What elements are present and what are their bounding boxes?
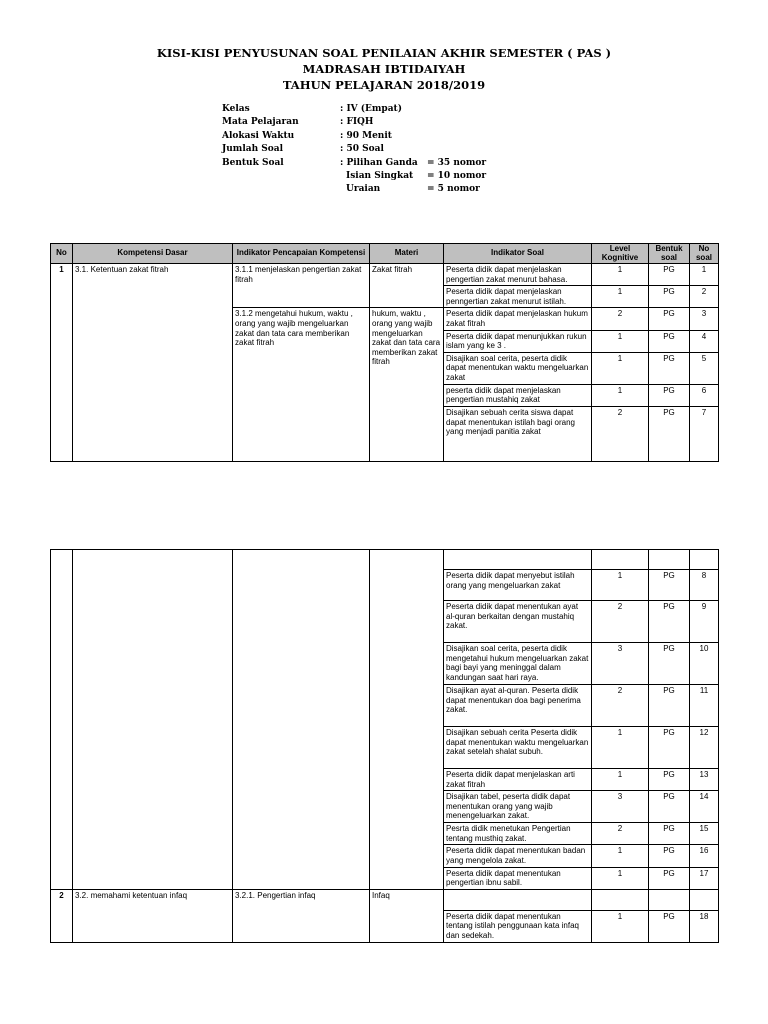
level-cell: 2 <box>592 823 649 845</box>
indikator-soal: Peserta didik dapat menentukan badan yang mengelola zakat. <box>444 845 592 867</box>
pg-count: = 35 nomor <box>427 157 487 168</box>
bentuk-cell: PG <box>649 910 690 942</box>
level-cell: 1 <box>592 867 649 889</box>
bentuk-cell: PG <box>649 601 690 643</box>
bentuk-cell: PG <box>649 286 690 308</box>
empty-materi <box>370 550 444 890</box>
indikator-soal: Peserta didik dapat menjelaskan penngertian zakat menurut istilah. <box>444 286 592 308</box>
uraian-count: = 5 nomor <box>427 184 480 195</box>
empty-cell <box>649 889 690 910</box>
bentuk-cell: PG <box>649 845 690 867</box>
level-cell: 2 <box>592 308 649 330</box>
jumlah-label: Jumlah Soal <box>222 144 284 155</box>
level-cell: 2 <box>592 406 649 461</box>
no-soal-cell: 13 <box>690 769 719 791</box>
indikator-soal: Disajikan soal cerita, peserta didik dapat menentukan waktu mengeluarkan zakat <box>444 352 592 384</box>
col-kompetensi-dasar: Kompetensi Dasar <box>73 244 233 264</box>
isian-label: Isian Singkat <box>346 170 414 181</box>
isian-count: = 10 nomor <box>427 170 487 181</box>
indikator-soal: Disajikan ayat al-quran. Peserta didik dapat menentukan doa bagi penerima zakat. <box>444 685 592 727</box>
no-soal-cell: 8 <box>690 570 719 601</box>
bentuk-cell: PG <box>649 330 690 352</box>
empty-no <box>51 550 73 890</box>
mapel-value: : FIQH <box>340 117 374 128</box>
empty-cell <box>592 550 649 570</box>
kelas-value: : IV (Empat) <box>340 104 402 114</box>
bentuk-cell: PG <box>649 867 690 889</box>
doc-title-line1: KISI-KISI PENYUSUNAN SOAL PENILAIAN AKHIR SEMESTER ( PAS ) <box>156 46 612 60</box>
uraian-label: Uraian <box>346 184 381 195</box>
level-cell: 1 <box>592 330 649 352</box>
bentuk-label: Bentuk Soal <box>222 157 284 168</box>
no-soal-cell: 17 <box>690 867 719 889</box>
col-indikator-pencapaian: Indikator Pencapaian Kompetensi <box>233 244 370 264</box>
level-cell: 1 <box>592 352 649 384</box>
table-row <box>51 889 719 910</box>
level-cell: 1 <box>592 727 649 769</box>
table-row <box>51 264 719 286</box>
col-indikator-soal: Indikator Soal <box>444 244 592 264</box>
kisi-table-page2 <box>50 549 719 943</box>
bentuk-cell: PG <box>649 264 690 286</box>
kisi-table-page1 <box>50 243 719 462</box>
level-cell: 1 <box>592 286 649 308</box>
indikator-soal: Disajikan soal cerita, peserta didik mengetahui hukum mengeluarkan zakat bagi bayi yang meninggal dalam kandungan saat hari raya. <box>444 643 592 685</box>
col-no-soal: No soal <box>690 244 719 264</box>
col-no: No <box>51 244 73 264</box>
ipk-text: 3.1.2 mengetahui hukum, waktu , orang yang wajib mengeluarkan zakat dan tata cara memberikan zakat fitrah <box>233 308 370 462</box>
indikator-soal: Peserta didik dapat menjelaskan pengertian zakat menurut bahasa. <box>444 264 592 286</box>
no-soal-cell: 9 <box>690 601 719 643</box>
no-soal-cell: 6 <box>690 384 719 406</box>
no-soal-cell: 16 <box>690 845 719 867</box>
level-cell: 3 <box>592 791 649 823</box>
empty-ipk <box>233 550 370 890</box>
col-materi: Materi <box>370 244 444 264</box>
no-soal-cell: 12 <box>690 727 719 769</box>
no-soal-cell: 7 <box>690 406 719 461</box>
indikator-soal: Pesrta didik menetukan Pengertian tentang musthiq zakat. <box>444 823 592 845</box>
level-cell: 3 <box>592 643 649 685</box>
kd-number: 1 <box>51 264 73 462</box>
indikator-soal: Disajikan sebuah cerita Peserta didik dapat menentukan waktu mengeluarkan zakat setelah shalat subuh. <box>444 727 592 769</box>
empty-kd <box>73 550 233 890</box>
no-soal-cell: 2 <box>690 286 719 308</box>
bentuk-cell: PG <box>649 308 690 330</box>
no-soal-cell: 4 <box>690 330 719 352</box>
bentuk-cell: PG <box>649 823 690 845</box>
empty-cell <box>592 889 649 910</box>
jumlah-value: : 50 Soal <box>340 144 384 155</box>
bentuk-cell: PG <box>649 769 690 791</box>
ipk-text: 3.2.1. Pengertian infaq <box>233 889 370 942</box>
no-soal-cell: 1 <box>690 264 719 286</box>
indikator-soal: Peserta didik dapat menjelaskan hukum zakat fitrah <box>444 308 592 330</box>
kd-number: 2 <box>51 889 73 942</box>
kd-text: 3.2. memahami ketentuan infaq <box>73 889 233 942</box>
level-cell: 1 <box>592 769 649 791</box>
materi-text: Infaq <box>370 889 444 942</box>
mapel-label: Mata Pelajaran <box>222 117 299 128</box>
indikator-soal: Peserta didik dapat menentukan pengertian ibnu sabil. <box>444 867 592 889</box>
empty-cell <box>649 550 690 570</box>
indikator-soal: Peserta didik dapat menyebut istilah orang yang mengeluarkan zakat <box>444 570 592 601</box>
bentuk-value: : Pilihan Ganda <box>340 157 418 168</box>
empty-cell <box>690 550 719 570</box>
no-soal-cell: 5 <box>690 352 719 384</box>
level-cell: 1 <box>592 384 649 406</box>
bentuk-cell: PG <box>649 384 690 406</box>
indikator-soal: Peserta didik dapat menjelaskan arti zakat fitrah <box>444 769 592 791</box>
indikator-soal: peserta didik dapat menjelaskan pengertian mustahiq zakat <box>444 384 592 406</box>
kelas-label: Kelas <box>222 104 250 114</box>
col-bentuk: Bentuk soal <box>649 244 690 264</box>
indikator-soal: Disajikan sebuah cerita siswa dapat dapat menentukan istilah bagi orang yang menjadi panitia zakat <box>444 406 592 461</box>
ipk-text: 3.1.1 menjelaskan pengertian zakat fitrah <box>233 264 370 308</box>
bentuk-cell: PG <box>649 727 690 769</box>
level-cell: 1 <box>592 264 649 286</box>
bentuk-cell: PG <box>649 685 690 727</box>
level-cell: 1 <box>592 845 649 867</box>
indikator-soal: Peserta didik dapat menentukan ayat al-quran berkaitan dengan mustahiq zakat. <box>444 601 592 643</box>
kd-text: 3.1. Ketentuan zakat fitrah <box>73 264 233 462</box>
level-cell: 2 <box>592 601 649 643</box>
doc-title-line2: MADRASAH IBTIDAIYAH <box>302 62 466 76</box>
no-soal-cell: 10 <box>690 643 719 685</box>
level-cell: 2 <box>592 685 649 727</box>
no-soal-cell: 3 <box>690 308 719 330</box>
level-cell: 1 <box>592 910 649 942</box>
empty-cell <box>444 889 592 910</box>
empty-cell <box>444 550 592 570</box>
alokasi-label: Alokasi Waktu <box>222 130 295 141</box>
bentuk-cell: PG <box>649 570 690 601</box>
col-level: Level Kognitive <box>592 244 649 264</box>
table-header-row <box>51 244 719 264</box>
doc-title-line3: TAHUN PELAJARAN 2018/2019 <box>282 78 486 92</box>
indikator-soal: Peserta didik dapat menunjukkan rukun islam yang ke 3 . <box>444 330 592 352</box>
alokasi-value: : 90 Menit <box>340 130 392 141</box>
table-row <box>51 550 719 570</box>
materi-text: hukum, waktu , orang yang wajib mengeluarkan zakat dan tata cara memberikan zakat fitrah <box>370 308 444 462</box>
bentuk-cell: PG <box>649 791 690 823</box>
indikator-soal: Peserta didik dapat menentukan tentang istilah penggunaan kata infaq dan sedekah. <box>444 910 592 942</box>
indikator-soal: Disajikan tabel, peserta didik dapat menentukan orang yang wajib menengeluarkan zakat. <box>444 791 592 823</box>
level-cell: 1 <box>592 570 649 601</box>
no-soal-cell: 15 <box>690 823 719 845</box>
no-soal-cell: 14 <box>690 791 719 823</box>
materi-text: Zakat fitrah <box>370 264 444 308</box>
empty-cell <box>690 889 719 910</box>
bentuk-cell: PG <box>649 406 690 461</box>
bentuk-cell: PG <box>649 352 690 384</box>
no-soal-cell: 11 <box>690 685 719 727</box>
no-soal-cell: 18 <box>690 910 719 942</box>
bentuk-cell: PG <box>649 643 690 685</box>
